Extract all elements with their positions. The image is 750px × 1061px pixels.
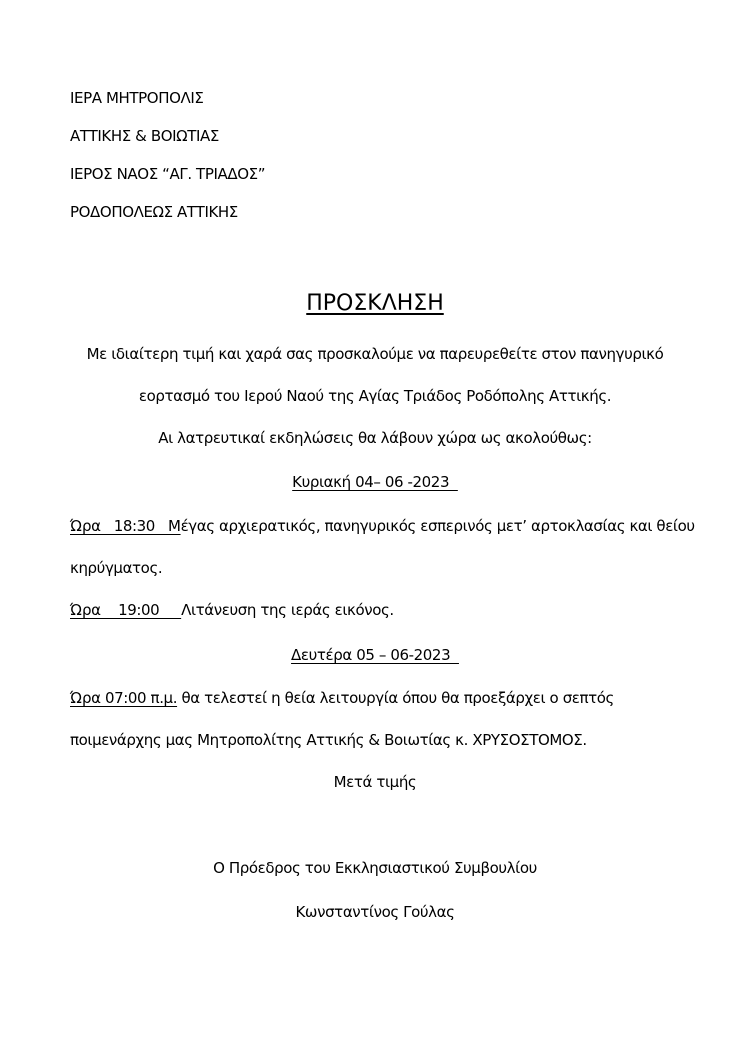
signature-role: Ο Πρόεδρος του Εκκλησιαστικού Συμβουλίου <box>213 859 537 877</box>
intro-line-1: Με ιδιαίτερη τιμή και χαρά σας προσκαλούμε να παρευρεθείτε στον πανηγυρικό <box>86 345 664 363</box>
day2-event1-time: Ώρα 07:00 π.μ. <box>70 689 178 707</box>
day2-event1-line <box>70 688 614 708</box>
day1-event1-line <box>70 516 695 536</box>
header-line-metropolis: ΙΕΡΑ ΜΗΤΡΟΠΟΛΙΣ <box>70 89 204 107</box>
intro-line-2: εορτασμό του Ιερού Ναού της Αγίας Τριάδος Ροδόπολης Αττικής. <box>138 387 612 405</box>
intro-line-3: Αι λατρευτικαί εκδηλώσεις θα λάβουν χώρα ως ακολούθως: <box>158 429 592 447</box>
header-line-church: ΙΕΡΟΣ ΝΑΟΣ “ΑΓ. ΤΡΙΑΔΟΣ” <box>70 165 266 183</box>
closing-salutation: Μετά τιμής <box>333 773 417 791</box>
day1-date-line <box>0 472 750 492</box>
document-title: ΠΡΟΣΚΛΗΣΗ <box>306 291 444 316</box>
header-line-region: ΑΤΤΙΚΗΣ & ΒΟΙΩΤΙΑΣ <box>70 127 219 145</box>
day1-date: Κυριακή 04– 06 -2023 <box>292 473 458 491</box>
day1-event1-text: έγας αρχιερατικός, πανηγυρικός εσπερινός μετ’ αρτοκλασίας και θείου <box>180 517 695 535</box>
day2-date-line <box>0 645 750 665</box>
day1-event1-continuation: κηρύγματος. <box>70 559 163 577</box>
day1-event2-time: Ώρα 19:00 <box>70 601 182 619</box>
signature-name: Κωνσταντίνος Γούλας <box>295 903 455 921</box>
day2-event1-continuation: ποιμενάρχης μας Μητροπολίτης Αττικής & Βοιωτίας κ. ΧΡΥΣΟΣΤΟΜΟΣ. <box>70 731 587 749</box>
day2-event1-text: θα τελεστεί η θεία λειτουργία όπου θα προεξάρχει ο σεπτός <box>177 689 614 707</box>
day2-date: Δευτέρα 05 – 06-2023 <box>291 646 459 664</box>
day1-event1-time: Ώρα 18:30 Μ <box>70 517 181 535</box>
day1-event2-line <box>70 600 394 620</box>
day1-event2-text: Λιτάνευση της ιεράς εικόνος. <box>181 601 394 619</box>
header-line-town: ΡΟΔΟΠΟΛΕΩΣ ΑΤΤΙΚΗΣ <box>70 203 238 221</box>
